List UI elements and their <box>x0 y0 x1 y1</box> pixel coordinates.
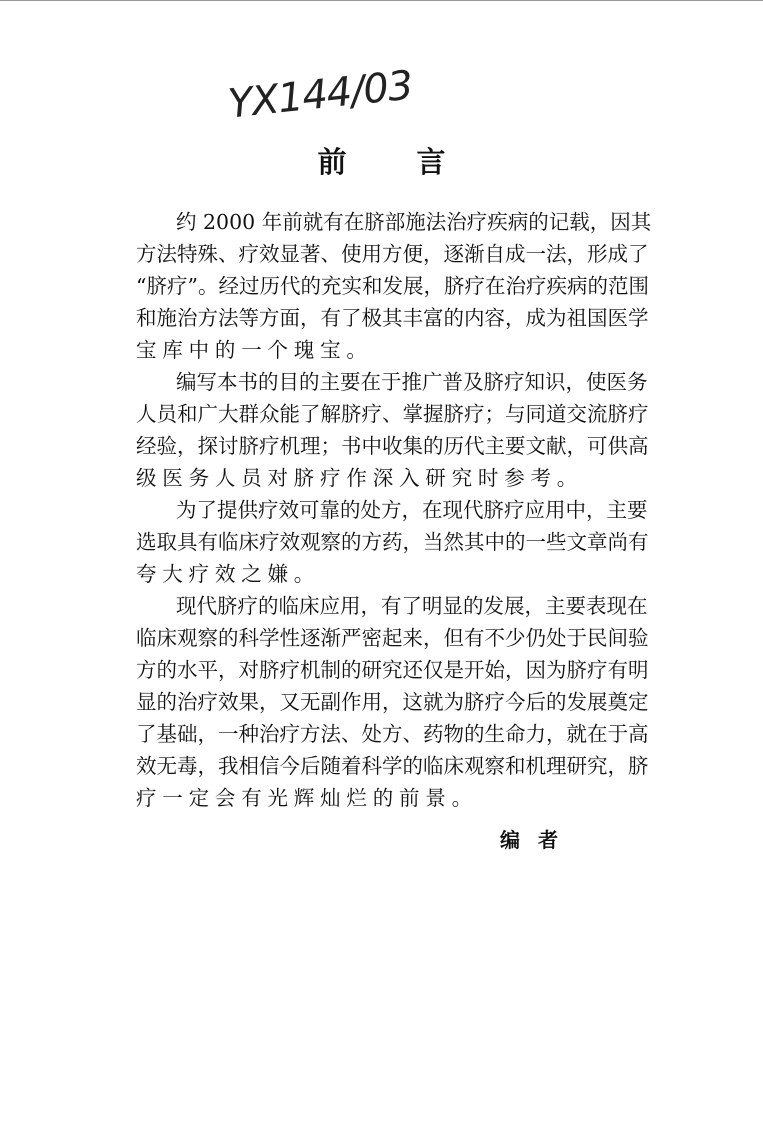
text-line: 方的水平，对脐疗机制的研究还仅是开始，因为脐疗有明 <box>136 658 649 682</box>
paragraph <box>136 494 649 590</box>
text-line: 了基础，一种治疗方法、处方、药物的生命力，就在于高 <box>136 722 649 746</box>
text-line: 约 2000 年前就有在脐部施法治疗疾病的记载，因其 <box>176 210 652 234</box>
signature-char: 者 <box>538 828 558 852</box>
paragraph <box>136 590 649 814</box>
text-line: 效无毒，我相信今后随着科学的临床观察和机理研究，脐 <box>136 754 649 778</box>
title-char: 言 <box>416 145 446 179</box>
signature-char: 编 <box>500 828 520 852</box>
signature <box>500 824 576 853</box>
text-line: 经验，探讨脐疗机理；书中收集的历代主要文献，可供高 <box>136 434 649 458</box>
text-line: 显的治疗效果，又无副作用，这就为脐疗今后的发展奠定 <box>136 690 649 714</box>
text-line: 临床观察的科学性逐渐严密起来，但有不少仍处于民间验 <box>136 626 649 650</box>
text-line: “脐疗”。经过历代的充实和发展，脐疗在治疗疾病的范围 <box>136 274 649 298</box>
handwritten-call-number: YX144/03 <box>226 62 415 128</box>
text-line: 选取具有临床疗效观察的方药，当然其中的一些文章尚有 <box>136 530 649 554</box>
page-top-border <box>0 0 763 1</box>
preface-body <box>136 206 652 814</box>
text-line: 夸大疗效之嫌。 <box>136 562 321 586</box>
page-title <box>0 140 763 181</box>
text-line: 级医务人员对脐疗作深入研究时参考。 <box>136 466 584 490</box>
text-line: 疗一定会有光辉灿烂的前景。 <box>136 786 478 810</box>
text-line: 和施治方法等方面，有了极其丰富的内容，成为祖国医学 <box>136 306 649 330</box>
paragraph <box>136 366 649 494</box>
text-line: 人员和广大群众能了解脐疗、掌握脐疗；与同道交流脐疗 <box>136 402 649 426</box>
text-line: 宝库中的一个瑰宝。 <box>136 338 373 362</box>
text-line: 现代脐疗的临床应用，有了明显的发展，主要表现在 <box>176 594 648 618</box>
text-line: 为了提供疗效可靠的处方，在现代脐疗应用中，主要 <box>176 498 648 522</box>
text-line: 方法特殊、疗效显著、使用方便，逐渐自成一法，形成了 <box>136 242 649 266</box>
text-line: 编写本书的目的主要在于推广普及脐疗知识，使医务 <box>176 370 648 394</box>
paragraph <box>136 206 652 366</box>
title-char: 前 <box>317 145 347 179</box>
